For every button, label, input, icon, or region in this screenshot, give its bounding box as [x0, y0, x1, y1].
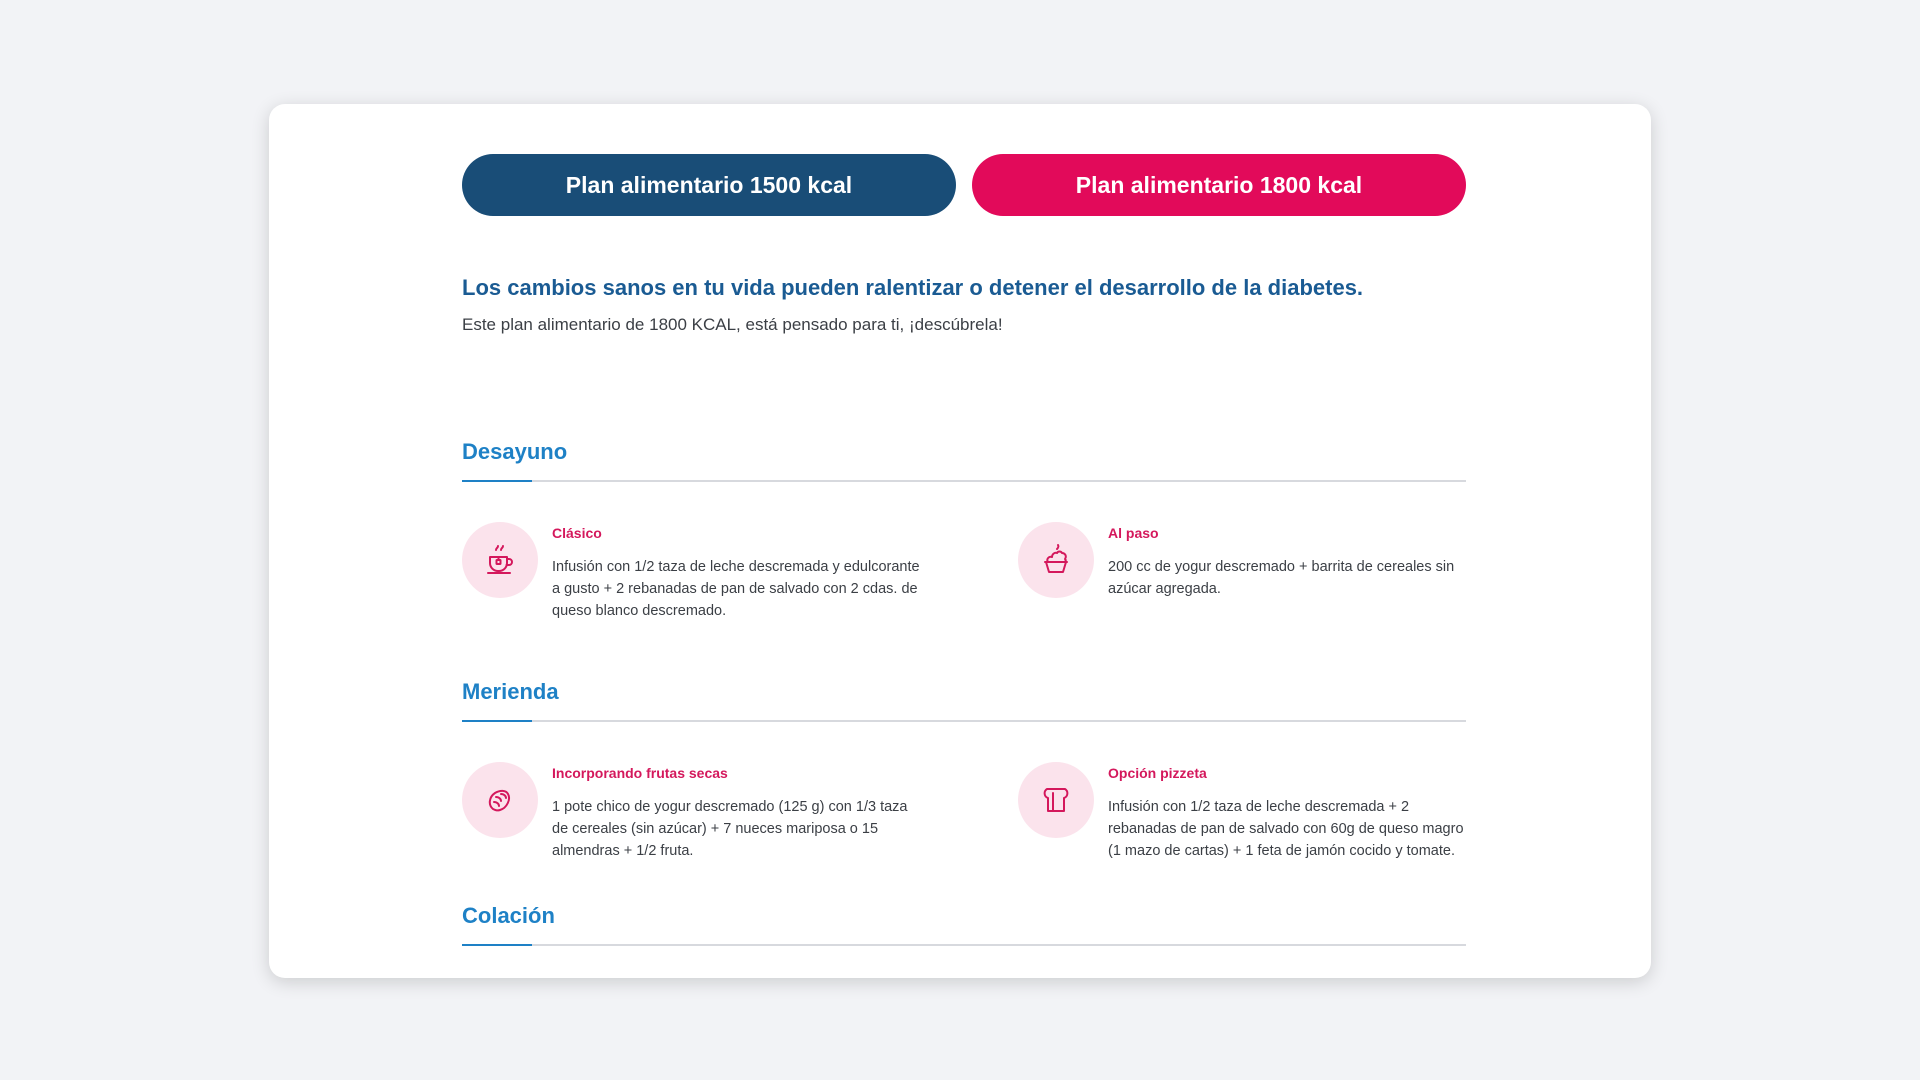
plan-1800-button[interactable]: Plan alimentario 1800 kcal — [972, 154, 1466, 216]
option-title: Clásico — [552, 525, 602, 541]
option-description: 1 pote chico de yogur descremado (125 g) con 1/3 taza de cereales (sin azúcar) + 7 nueces mariposa o 15 almendras + 1/2 fruta. — [552, 799, 908, 859]
section-divider — [462, 720, 1466, 722]
meal-options — [462, 762, 1466, 862]
section-divider-accent — [462, 720, 532, 722]
yogurt-icon — [1018, 522, 1094, 598]
section-divider — [462, 944, 1466, 946]
meal-option-pizzeta — [1018, 762, 1466, 862]
section-title: Colación — [462, 903, 555, 928]
option-title: Incorporando frutas secas — [552, 765, 728, 781]
intro-subline: Este plan alimentario de 1800 KCAL, está pensado para ti, ¡descúbrela! — [462, 315, 1003, 334]
section-title: Merienda — [462, 679, 559, 704]
meal-options — [462, 522, 1466, 622]
section-title: Desayuno — [462, 439, 568, 464]
meal-option-clasico — [462, 522, 1018, 622]
plan-content — [462, 154, 1466, 946]
tea-cup-icon — [462, 522, 538, 598]
nut-icon — [462, 762, 538, 838]
option-description: 200 cc de yogur descremado + barrita de cereales sin azúcar agregada. — [1108, 559, 1455, 597]
plan-1500-button[interactable]: Plan alimentario 1500 kcal — [462, 154, 956, 216]
plan-selector — [462, 154, 1466, 216]
option-description: Infusión con 1/2 taza de leche descremada + 2 rebanadas de pan de salvado con 60g de queso magro (1 mazo de cartas) + 1 feta de jamón cocido y tomate. — [1108, 799, 1464, 859]
option-title: Al paso — [1108, 525, 1159, 541]
section-divider-accent — [462, 480, 532, 482]
intro-headline: Los cambios sanos en tu vida pueden ralentizar o detener el desarrollo de la diabetes. — [462, 275, 1364, 300]
option-description: Infusión con 1/2 taza de leche descremada y edulcorante a gusto + 2 rebanadas de pan de salvado con 2 cdas. de queso blanco descremado. — [552, 559, 920, 619]
section-divider — [462, 480, 1466, 482]
meal-option-frutas-secas — [462, 762, 1018, 862]
bread-slice-icon — [1018, 762, 1094, 838]
section-desayuno — [462, 438, 1466, 622]
plan-card — [269, 104, 1651, 978]
section-colacion — [462, 902, 1466, 946]
section-divider-accent — [462, 944, 532, 946]
meal-option-al-paso — [1018, 522, 1466, 622]
option-title: Opción pizzeta — [1108, 765, 1207, 781]
section-merienda — [462, 678, 1466, 862]
